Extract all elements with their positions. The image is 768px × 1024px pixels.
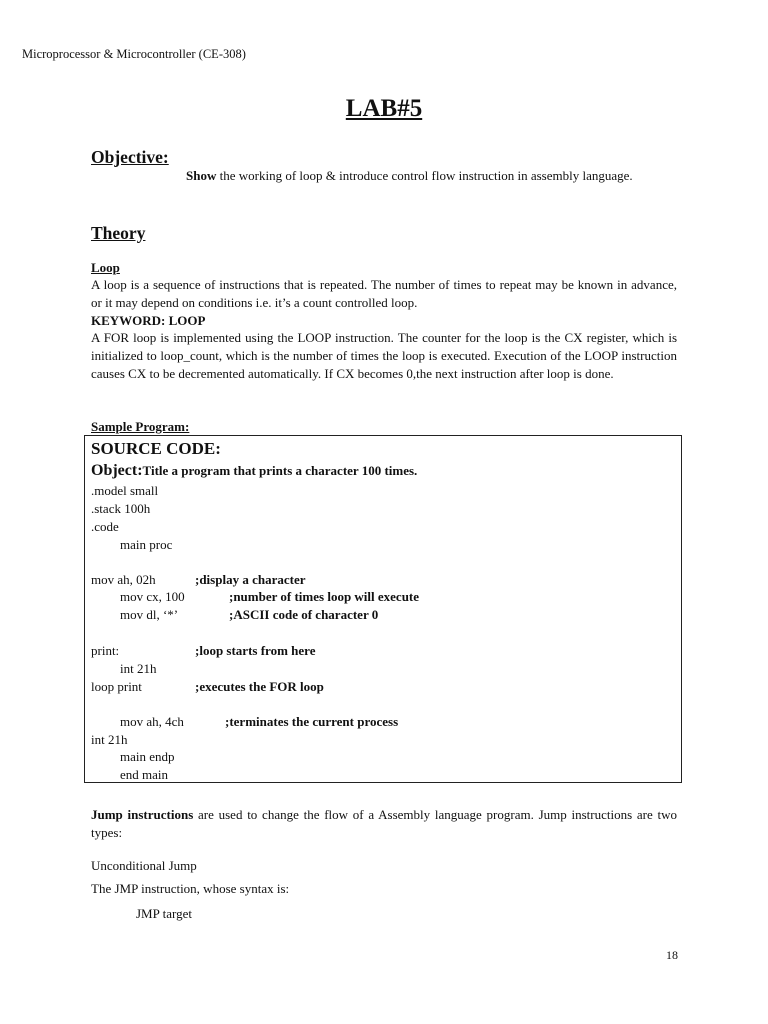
code-line: mov ah, 02h	[91, 572, 156, 587]
jump-body: are used to change the flow of a Assembly language program. Jump instructions are two types:	[91, 807, 677, 840]
object-text: Title a program that prints a character 100 times.	[142, 463, 418, 478]
code-line: .model small	[91, 483, 159, 498]
code-line: main proc	[120, 537, 173, 552]
code-comment: ;number of times loop will execute	[229, 589, 420, 604]
lab-title: LAB#5	[345, 95, 423, 122]
objective-lead: Show	[186, 168, 217, 183]
jump-paragraph	[91, 806, 677, 842]
source-code-title: SOURCE CODE:	[91, 439, 221, 458]
jump-lead: Jump instructions	[91, 807, 194, 822]
code-comment: ;terminates the current process	[225, 714, 399, 729]
code-line: end main	[120, 767, 169, 782]
code-comment: ;ASCII code of character 0	[229, 607, 379, 622]
code-comment: ;loop starts from here	[195, 643, 316, 658]
source-code-box	[84, 435, 682, 783]
theory-heading: Theory	[91, 223, 146, 243]
unconditional-jump-label: Unconditional Jump	[91, 858, 197, 873]
code-line: int 21h	[120, 661, 157, 676]
code-comment: ;display a character	[195, 572, 306, 587]
objective-body: the working of loop & introduce control flow instruction in assembly language.	[219, 168, 633, 183]
object-line	[91, 462, 417, 480]
keyword-line: KEYWORD: LOOP	[91, 313, 206, 328]
for-loop-paragraph: A FOR loop is implemented using the LOOP instruction. The counter for the loop is the CX register, which is initialized to loop_count, which is the number of times the loop is executed. Execution of the LOOP instruction causes CX to be decremented automatically. If CX becomes 0,the next instruction after loop is done.	[91, 330, 677, 381]
code-line: mov ah, 4ch	[120, 714, 184, 729]
object-label: Object:	[91, 462, 143, 479]
code-line: print:	[91, 643, 120, 658]
jmp-syntax-intro: The JMP instruction, whose syntax is:	[91, 881, 290, 896]
code-line: loop print	[91, 679, 142, 694]
sample-program-heading: Sample Program:	[91, 419, 190, 434]
loop-paragraph: A loop is a sequence of instructions that is repeated. The number of times to repeat may be known in advance, or it may depend on conditions i.e. it’s a count controlled loop.	[91, 277, 677, 310]
code-line: .stack 100h	[91, 501, 151, 516]
code-line: mov dl, ‘*’	[120, 607, 179, 622]
page-number: 18	[666, 948, 678, 962]
code-line: main endp	[120, 749, 175, 764]
course-header: Microprocessor & Microcontroller (CE-308)	[22, 47, 246, 61]
loop-heading: Loop	[91, 260, 120, 275]
code-comment: ;executes the FOR loop	[195, 679, 324, 694]
objective-heading: Objective:	[91, 147, 169, 167]
jmp-syntax: JMP target	[136, 906, 192, 921]
code-line: int 21h	[91, 732, 128, 747]
code-line: mov cx, 100	[120, 589, 185, 604]
code-line: .code	[91, 519, 119, 534]
objective-text	[186, 167, 677, 185]
